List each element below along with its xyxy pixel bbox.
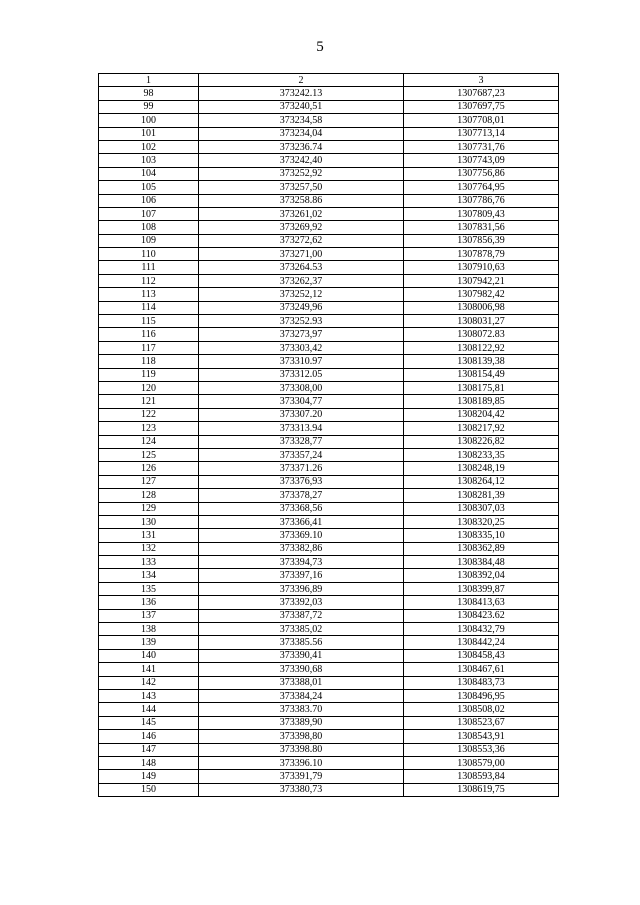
point-number-cell: 110 [99, 248, 199, 261]
y-coordinate-cell: 1308392,04 [404, 569, 559, 582]
y-coordinate-cell: 1307687,23 [404, 87, 559, 100]
x-coordinate-cell: 373273,97 [199, 328, 404, 341]
point-number-cell: 133 [99, 556, 199, 569]
point-number-cell: 138 [99, 623, 199, 636]
point-number-cell: 111 [99, 261, 199, 274]
page-number: 5 [316, 39, 324, 55]
point-number-cell: 143 [99, 689, 199, 702]
point-number-cell: 137 [99, 609, 199, 622]
point-number-cell: 147 [99, 743, 199, 756]
point-number-cell: 123 [99, 422, 199, 435]
point-number-cell: 148 [99, 756, 199, 769]
x-coordinate-cell: 373234,58 [199, 114, 404, 127]
x-coordinate-cell: 373257,50 [199, 181, 404, 194]
x-coordinate-cell: 373388,01 [199, 676, 404, 689]
table-row [99, 556, 559, 569]
y-coordinate-cell: 1308413,63 [404, 596, 559, 609]
x-coordinate-cell: 373394,73 [199, 556, 404, 569]
point-number-cell: 140 [99, 649, 199, 662]
y-coordinate-cell: 1308483,73 [404, 676, 559, 689]
y-coordinate-cell: 1307731,76 [404, 140, 559, 153]
x-coordinate-cell: 373398,80 [199, 730, 404, 743]
y-coordinate-cell: 1308189,85 [404, 395, 559, 408]
point-number-cell: 130 [99, 515, 199, 528]
x-coordinate-cell: 373312.05 [199, 368, 404, 381]
x-coordinate-cell: 373328,77 [199, 435, 404, 448]
y-coordinate-cell: 1308619,75 [404, 783, 559, 796]
x-coordinate-cell: 373264.53 [199, 261, 404, 274]
x-coordinate-cell: 373385,02 [199, 623, 404, 636]
point-number-cell: 150 [99, 783, 199, 796]
table-row [99, 408, 559, 421]
y-coordinate-cell: 1308467,61 [404, 663, 559, 676]
table-row [99, 529, 559, 542]
point-number-cell: 135 [99, 582, 199, 595]
y-coordinate-cell: 1308523,67 [404, 716, 559, 729]
point-number-cell: 146 [99, 730, 199, 743]
y-coordinate-cell: 1307809,43 [404, 207, 559, 220]
x-coordinate-cell: 373396.10 [199, 756, 404, 769]
column-header-2: 2 [199, 74, 404, 87]
y-coordinate-cell: 1308031,27 [404, 315, 559, 328]
y-coordinate-cell: 1308264,12 [404, 475, 559, 488]
point-number-cell: 107 [99, 207, 199, 220]
table-row [99, 676, 559, 689]
table-row [99, 328, 559, 341]
x-coordinate-cell: 373397,16 [199, 569, 404, 582]
table-row [99, 716, 559, 729]
table-row [99, 140, 559, 153]
x-coordinate-cell: 373252,92 [199, 167, 404, 180]
table-row [99, 756, 559, 769]
y-coordinate-cell: 1308442,24 [404, 636, 559, 649]
x-coordinate-cell: 373390,68 [199, 663, 404, 676]
point-number-cell: 112 [99, 274, 199, 287]
y-coordinate-cell: 1308072.83 [404, 328, 559, 341]
x-coordinate-cell: 373369.10 [199, 529, 404, 542]
table-row [99, 703, 559, 716]
point-number-cell: 131 [99, 529, 199, 542]
y-coordinate-cell: 1308423.62 [404, 609, 559, 622]
y-coordinate-cell: 1307878,79 [404, 248, 559, 261]
point-number-cell: 144 [99, 703, 199, 716]
table-row [99, 341, 559, 354]
x-coordinate-cell: 373258.86 [199, 194, 404, 207]
table-row [99, 368, 559, 381]
point-number-cell: 121 [99, 395, 199, 408]
point-number-cell: 129 [99, 502, 199, 515]
y-coordinate-cell: 1308362,89 [404, 542, 559, 555]
y-coordinate-cell: 1308458,43 [404, 649, 559, 662]
y-coordinate-cell: 1308320,25 [404, 515, 559, 528]
point-number-cell: 125 [99, 448, 199, 461]
x-coordinate-cell: 373269,92 [199, 221, 404, 234]
point-number-cell: 109 [99, 234, 199, 247]
point-number-cell: 99 [99, 100, 199, 113]
x-coordinate-cell: 373236.74 [199, 140, 404, 153]
y-coordinate-cell: 1308335,10 [404, 529, 559, 542]
x-coordinate-cell: 373385.56 [199, 636, 404, 649]
point-number-cell: 124 [99, 435, 199, 448]
point-number-cell: 100 [99, 114, 199, 127]
table-row [99, 207, 559, 220]
y-coordinate-cell: 1307708,01 [404, 114, 559, 127]
y-coordinate-cell: 1308579,00 [404, 756, 559, 769]
y-coordinate-cell: 1308233,35 [404, 448, 559, 461]
table-row [99, 261, 559, 274]
x-coordinate-cell: 373391,79 [199, 770, 404, 783]
y-coordinate-cell: 1308154,49 [404, 368, 559, 381]
y-coordinate-cell: 1308508,02 [404, 703, 559, 716]
y-coordinate-cell: 1308175,81 [404, 381, 559, 394]
point-number-cell: 101 [99, 127, 199, 140]
table-row [99, 730, 559, 743]
point-number-cell: 141 [99, 663, 199, 676]
point-number-cell: 145 [99, 716, 199, 729]
x-coordinate-cell: 373308,00 [199, 381, 404, 394]
x-coordinate-cell: 373303,42 [199, 341, 404, 354]
table-row [99, 743, 559, 756]
table-row [99, 167, 559, 180]
x-coordinate-cell: 373383.70 [199, 703, 404, 716]
table-row [99, 248, 559, 261]
point-number-cell: 115 [99, 315, 199, 328]
x-coordinate-cell: 373272,62 [199, 234, 404, 247]
x-coordinate-cell: 373384,24 [199, 689, 404, 702]
table-row [99, 435, 559, 448]
y-coordinate-cell: 1308139,38 [404, 355, 559, 368]
table-row [99, 448, 559, 461]
table-row [99, 596, 559, 609]
table-row [99, 355, 559, 368]
table-row [99, 181, 559, 194]
table-row [99, 194, 559, 207]
y-coordinate-cell: 1307910,63 [404, 261, 559, 274]
y-coordinate-cell: 1308217,92 [404, 422, 559, 435]
header-row [99, 74, 559, 87]
point-number-cell: 128 [99, 489, 199, 502]
point-number-cell: 118 [99, 355, 199, 368]
point-number-cell: 103 [99, 154, 199, 167]
table-row [99, 663, 559, 676]
point-number-cell: 134 [99, 569, 199, 582]
table-row [99, 288, 559, 301]
table-row [99, 462, 559, 475]
x-coordinate-cell: 373249,96 [199, 301, 404, 314]
x-coordinate-cell: 373252.93 [199, 315, 404, 328]
table-row [99, 689, 559, 702]
table-row [99, 609, 559, 622]
table-row [99, 234, 559, 247]
table-row [99, 569, 559, 582]
point-number-cell: 102 [99, 140, 199, 153]
y-coordinate-cell: 1308248,19 [404, 462, 559, 475]
y-coordinate-cell: 1308307,03 [404, 502, 559, 515]
column-header-3: 3 [404, 74, 559, 87]
point-number-cell: 114 [99, 301, 199, 314]
point-number-cell: 105 [99, 181, 199, 194]
x-coordinate-cell: 373307.20 [199, 408, 404, 421]
table-row [99, 221, 559, 234]
point-number-cell: 149 [99, 770, 199, 783]
table-row [99, 100, 559, 113]
x-coordinate-cell: 373242.13 [199, 87, 404, 100]
y-coordinate-cell: 1308543,91 [404, 730, 559, 743]
table-row [99, 127, 559, 140]
x-coordinate-cell: 373234,04 [199, 127, 404, 140]
point-number-cell: 104 [99, 167, 199, 180]
x-coordinate-cell: 373368,56 [199, 502, 404, 515]
table-row [99, 502, 559, 515]
table-row [99, 274, 559, 287]
point-number-cell: 142 [99, 676, 199, 689]
x-coordinate-cell: 373366,41 [199, 515, 404, 528]
point-number-cell: 139 [99, 636, 199, 649]
point-number-cell: 136 [99, 596, 199, 609]
x-coordinate-cell: 373390,41 [199, 649, 404, 662]
y-coordinate-cell: 1307743,09 [404, 154, 559, 167]
point-number-cell: 119 [99, 368, 199, 381]
y-coordinate-cell: 1307942,21 [404, 274, 559, 287]
table-row [99, 515, 559, 528]
x-coordinate-cell: 373262,37 [199, 274, 404, 287]
x-coordinate-cell: 373387,72 [199, 609, 404, 622]
point-number-cell: 127 [99, 475, 199, 488]
y-coordinate-cell: 1307764,95 [404, 181, 559, 194]
table-row [99, 422, 559, 435]
y-coordinate-cell: 1308122,92 [404, 341, 559, 354]
x-coordinate-cell: 373313.94 [199, 422, 404, 435]
x-coordinate-cell: 373242,40 [199, 154, 404, 167]
table-row [99, 114, 559, 127]
table-row [99, 623, 559, 636]
y-coordinate-cell: 1308384,48 [404, 556, 559, 569]
point-number-cell: 116 [99, 328, 199, 341]
table-row [99, 381, 559, 394]
table-row [99, 301, 559, 314]
x-coordinate-cell: 373398.80 [199, 743, 404, 756]
x-coordinate-cell: 373357,24 [199, 448, 404, 461]
point-number-cell: 113 [99, 288, 199, 301]
table-row [99, 87, 559, 100]
x-coordinate-cell: 373261,02 [199, 207, 404, 220]
y-coordinate-cell: 1308226,82 [404, 435, 559, 448]
y-coordinate-cell: 1308006,98 [404, 301, 559, 314]
table-row [99, 315, 559, 328]
table-row [99, 154, 559, 167]
y-coordinate-cell: 1308593,84 [404, 770, 559, 783]
y-coordinate-cell: 1307756,86 [404, 167, 559, 180]
y-coordinate-cell: 1307713,14 [404, 127, 559, 140]
y-coordinate-cell: 1307982,42 [404, 288, 559, 301]
x-coordinate-cell: 373389,90 [199, 716, 404, 729]
table-row [99, 783, 559, 796]
table-row [99, 542, 559, 555]
table-body [99, 87, 559, 797]
table-row [99, 636, 559, 649]
x-coordinate-cell: 373310.97 [199, 355, 404, 368]
y-coordinate-cell: 1307831,56 [404, 221, 559, 234]
x-coordinate-cell: 373240,51 [199, 100, 404, 113]
table-row [99, 582, 559, 595]
point-number-cell: 122 [99, 408, 199, 421]
point-number-cell: 120 [99, 381, 199, 394]
table-row [99, 649, 559, 662]
y-coordinate-cell: 1308204,42 [404, 408, 559, 421]
y-coordinate-cell: 1308399,87 [404, 582, 559, 595]
y-coordinate-cell: 1308553,36 [404, 743, 559, 756]
point-number-cell: 132 [99, 542, 199, 555]
y-coordinate-cell: 1307697,75 [404, 100, 559, 113]
x-coordinate-cell: 373396,89 [199, 582, 404, 595]
table-row [99, 475, 559, 488]
x-coordinate-cell: 373380,73 [199, 783, 404, 796]
point-number-cell: 108 [99, 221, 199, 234]
point-number-cell: 126 [99, 462, 199, 475]
x-coordinate-cell: 373392,03 [199, 596, 404, 609]
y-coordinate-cell: 1307856,39 [404, 234, 559, 247]
table-row [99, 489, 559, 502]
x-coordinate-cell: 373382,86 [199, 542, 404, 555]
point-number-cell: 98 [99, 87, 199, 100]
table-row [99, 770, 559, 783]
x-coordinate-cell: 373271,00 [199, 248, 404, 261]
point-number-cell: 106 [99, 194, 199, 207]
y-coordinate-cell: 1308496,95 [404, 689, 559, 702]
y-coordinate-cell: 1308281,39 [404, 489, 559, 502]
x-coordinate-cell: 373378,27 [199, 489, 404, 502]
y-coordinate-cell: 1307786,76 [404, 194, 559, 207]
column-header-1: 1 [99, 74, 199, 87]
coordinates-table [98, 73, 559, 797]
y-coordinate-cell: 1308432,79 [404, 623, 559, 636]
table-row [99, 395, 559, 408]
x-coordinate-cell: 373371.26 [199, 462, 404, 475]
point-number-cell: 117 [99, 341, 199, 354]
x-coordinate-cell: 373252,12 [199, 288, 404, 301]
x-coordinate-cell: 373376,93 [199, 475, 404, 488]
x-coordinate-cell: 373304,77 [199, 395, 404, 408]
